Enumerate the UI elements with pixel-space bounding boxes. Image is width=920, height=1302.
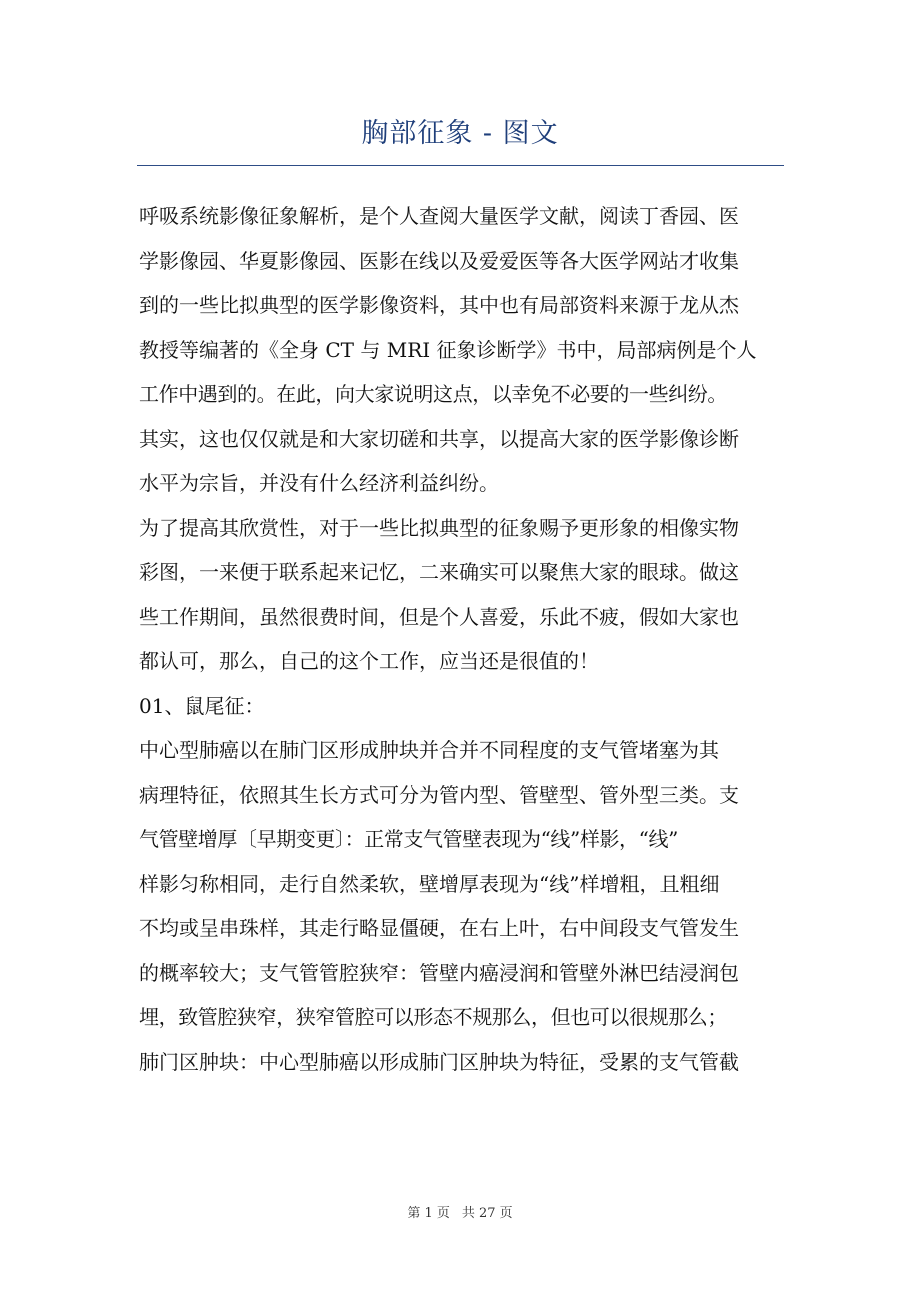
body-line: 埋，致管腔狭窄，狭窄管腔可以形态不规那么，但也可以很规那么； bbox=[139, 1005, 727, 1029]
body-line: 彩图，一来便于联系起来记忆，二来确实可以聚焦大家的眼球。做这 bbox=[139, 560, 739, 584]
body-line: 的概率较大；支气管管腔狭窄：管壁内癌浸润和管壁外淋巴结浸润包 bbox=[139, 960, 739, 985]
body-line: 气管壁增厚〔早期变更〕：正常支气管壁表现为“线”样影，“线” bbox=[139, 827, 678, 851]
body-line: 些工作期间，虽然很费时间，但是个人喜爱，乐此不疲，假如大家也 bbox=[139, 604, 739, 629]
body-line: 肺门区肿块：中心型肺癌以形成肺门区肿块为特征，受累的支气管截 bbox=[139, 1049, 739, 1074]
body-line: 工作中遇到的。在此，向大家说明这点，以幸免不必要的一些纠纷。 bbox=[139, 382, 727, 406]
title-divider bbox=[137, 165, 784, 166]
page-footer bbox=[0, 1204, 920, 1224]
body-line: 其实，这也仅仅就是和大家切磋和共享，以提高大家的医学影像诊断 bbox=[139, 426, 739, 451]
body-line: 样影匀称相同，走行自然柔软，壁增厚表现为“线”样增粗，且粗细 bbox=[139, 871, 720, 896]
body-line: 水平为宗旨，并没有什么经济利益纠纷。 bbox=[139, 471, 499, 495]
body-line: 到的一些比拟典型的医学影像资料，其中也有局部资料来源于龙从杰 bbox=[139, 293, 739, 317]
body-line: 病理特征，依照其生长方式可分为管内型、管壁型、管外型三类。支 bbox=[139, 782, 739, 807]
body-line: 学影像园、华夏影像园、医影在线以及爱爱医等各大医学网站才收集 bbox=[139, 248, 739, 273]
body-line: 呼吸系统影像征象解析，是个人查阅大量医学文献，阅读丁香园、医 bbox=[139, 204, 739, 228]
body-line: 中心型肺癌以在肺门区形成肿块并合并不同程度的支气管堵塞为其 bbox=[139, 738, 719, 762]
body-line: 教授等编著的《全身 CT 与 MRI 征象诊断学》书中，局部病例是个人 bbox=[139, 337, 757, 362]
body-line: 不均或呈串珠样，其走行略显僵硬，在右上叶，右中间段支气管发生 bbox=[139, 916, 739, 940]
page-number: 第 1 页 bbox=[407, 1206, 450, 1221]
body-line: 为了提高其欣赏性，对于一些比拟典型的征象赐予更形象的相像实物 bbox=[139, 515, 739, 540]
section-heading: 01、鼠尾征： bbox=[139, 693, 265, 718]
document-title: 胸部征象 - 图文 bbox=[361, 118, 559, 149]
document-body bbox=[139, 194, 789, 1084]
body-line: 都认可，那么，自己的这个工作，应当还是很值的！ bbox=[139, 649, 599, 673]
page-total: 共 27 页 bbox=[461, 1206, 513, 1221]
